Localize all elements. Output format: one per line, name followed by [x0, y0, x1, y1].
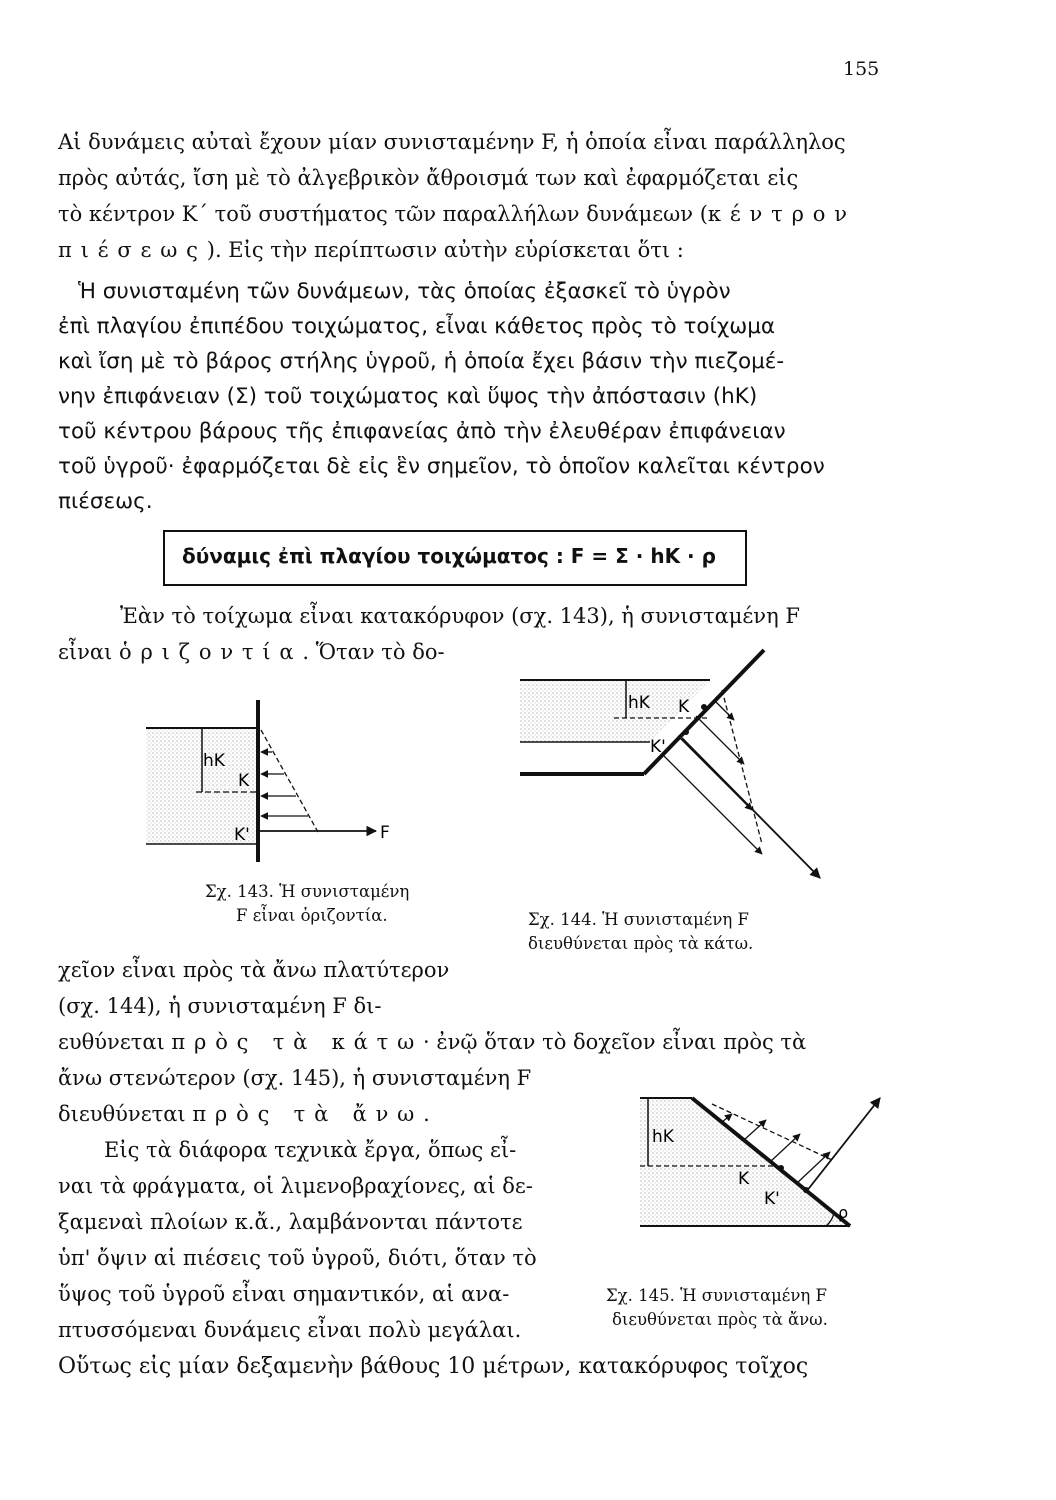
rule-line-4: νην ἐπιφάνειαν (Σ) τοῦ τοιχώματος καὶ ὕψος τὴν ἀπόστασιν (hΚ) — [58, 384, 758, 409]
para2-line-2-a: εἶναι — [58, 640, 113, 664]
spaced-term-down: πρὸς τὰ κάτω — [171, 1030, 424, 1054]
para3-line-1: Εἰς τὰ διάφορα τεχνικὰ ἔργα, ὅπως εἶ- — [104, 1138, 517, 1162]
fig144-resultant-arrow — [682, 738, 820, 878]
rule-line-2: ἐπὶ πλαγίου ἐπιπέδου τοιχώματος, εἶναι κάθετος πρὸς τὸ τοίχωμα — [58, 314, 776, 339]
para3-line-6: πτυσσόμεναι δυνάμεις εἶναι πολὺ μεγάλαι. — [58, 1318, 522, 1342]
para3-line-3: ξαμεναὶ πλοίων κ.ἄ., λαμβάνονται πάντοτε — [58, 1210, 523, 1234]
fig145-label-k2: K' — [764, 1189, 780, 1209]
fig145-label-rho: ρ — [838, 1203, 849, 1222]
para3-line-2: ναι τὰ φράγματα, οἱ λιμενοβραχίονες, αἱ δε- — [58, 1174, 533, 1198]
para1-line-2: πρὸς αὐτάς, ἴση μὲ τὸ ἀλγεβρικὸν ἄθροισμά των καὶ ἐφαρμόζεται εἰς — [58, 166, 799, 190]
para3-line-7: Οὕτως εἰς μίαν δεξαμενὴν βάθους 10 μέτρων, κατακόρυφος τοῖχος — [58, 1354, 809, 1379]
para2-line-3: χεῖον εἶναι πρὸς τὰ ἄνω πλατύτερον — [58, 958, 450, 982]
fig143-pressure-profile — [261, 730, 318, 832]
fig145-arrow — [744, 1120, 766, 1140]
formula-text: δύναμις ἐπὶ πλαγίου τοιχώματος : F = Σ · hΚ · ρ — [182, 544, 716, 568]
page-number: 155 — [843, 58, 880, 80]
rule-line-5: τοῦ κέντρου βάρους τῆς ἐπιφανείας ἀπὸ τὴν ἐλευθέραν ἐπιφάνειαν — [58, 419, 786, 444]
para2-line-4: (σχ. 144), ἡ συνισταμένη F δι- — [58, 994, 382, 1018]
para2-line-7-b: . — [423, 1102, 430, 1126]
spaced-term-center: κέντρον — [707, 202, 856, 226]
fig145-resultant-arrow — [806, 1098, 880, 1192]
para1-line-1: Αἱ δυνάμεις αὐταὶ ἔχουν μίαν συνισταμένην F, ἡ ὁποία εἶναι παράλληλος — [58, 130, 846, 154]
fig145-label-hk: hK — [652, 1127, 674, 1147]
fig144-diagram — [520, 650, 820, 878]
fig143-caption-1: Σχ. 143. Ἡ συνισταμένη — [205, 882, 410, 901]
para2-line-5-b: · ἐνῷ ὅταν τὸ δοχεῖον εἶναι πρὸς τὰ — [423, 1030, 807, 1054]
fig143-label-hk: hK — [203, 751, 225, 771]
para2-line-2-b: . Ὅταν τὸ δο- — [302, 640, 445, 664]
para2-line-1: Ἐὰν τὸ τοίχωμα εἶναι κατακόρυφον (σχ. 143), ἡ συνισταμένη F — [120, 604, 800, 628]
fig144-arrow — [696, 716, 744, 764]
rule-line-6: τοῦ ὑγροῦ· ἐφαρμόζεται δὲ εἰς ἓν σημεῖον, τὸ ὁποῖον καλεῖται κέντρον — [58, 454, 825, 479]
para1-line-4-text: ). Εἰς τὴν περίπτωσιν αὐτὴν εὑρίσκεται ὅτι : — [206, 238, 684, 262]
para3-line-4: ὑπ' ὄψιν αἱ πιέσεις τοῦ ὑγροῦ, διότι, ὅταν τὸ — [58, 1246, 537, 1270]
spaced-term-up: πρὸς τὰ ἄνω — [192, 1102, 424, 1126]
rule-line-7: πιέσεως. — [58, 489, 153, 514]
fig143-caption-2: F εἶναι ὁριζοντία. — [236, 906, 388, 925]
fig145-caption-2: διευθύνεται πρὸς τὰ ἄνω. — [612, 1310, 828, 1329]
para3-line-5: ὕψος τοῦ ὑγροῦ εἶναι σημαντικόν, αἱ ανα- — [58, 1282, 510, 1306]
fig144-label-hk: hK — [628, 693, 650, 713]
fig145-label-k: K — [738, 1169, 750, 1189]
rule-line-1: Ἡ συνισταμένη τῶν δυνάμεων, τὰς ὁποίας ἐξασκεῖ τὸ ὑγρὸν — [78, 279, 731, 304]
spaced-term-horizontal: ὁριζοντία — [118, 640, 303, 664]
spaced-term-pressure: πιέσεως — [58, 238, 207, 262]
fig144-caption-1: Σχ. 144. Ἡ συνισταμένη F — [528, 910, 749, 929]
para1-line-3-text: τὸ κέντρον Κ΄ τοῦ συστήματος τῶν παραλλήλων δυνάμεων ( — [58, 202, 708, 226]
fig144-arrow — [714, 700, 734, 720]
fig145-caption-1: Σχ. 145. Ἡ συνισταμένη F — [606, 1286, 827, 1305]
fig145-diagram — [640, 1098, 880, 1226]
rule-line-3: καὶ ἴση μὲ τὸ βάρος στήλης ὑγροῦ, ἡ ὁποία ἔχει βάσιν τὴν πιεζομέ- — [58, 349, 785, 374]
fig143-diagram — [146, 700, 390, 862]
fig144-label-k: K — [678, 697, 690, 717]
para2-line-7-a: διευθύνεται — [58, 1102, 186, 1126]
fig144-caption-2: διευθύνεται πρὸς τὰ κάτω. — [528, 934, 754, 953]
para2-line-6: ἄνω στενώτερον (σχ. 145), ἡ συνισταμένη F — [58, 1066, 532, 1090]
fig143-label-k: K — [238, 771, 250, 791]
para2-line-5-a: ευθύνεται — [58, 1030, 165, 1054]
fig143-label-f: F — [380, 823, 390, 843]
fig145-arrow — [722, 1114, 732, 1122]
fig144-label-k2: K' — [650, 737, 666, 757]
fig143-label-k2: K' — [234, 825, 250, 845]
